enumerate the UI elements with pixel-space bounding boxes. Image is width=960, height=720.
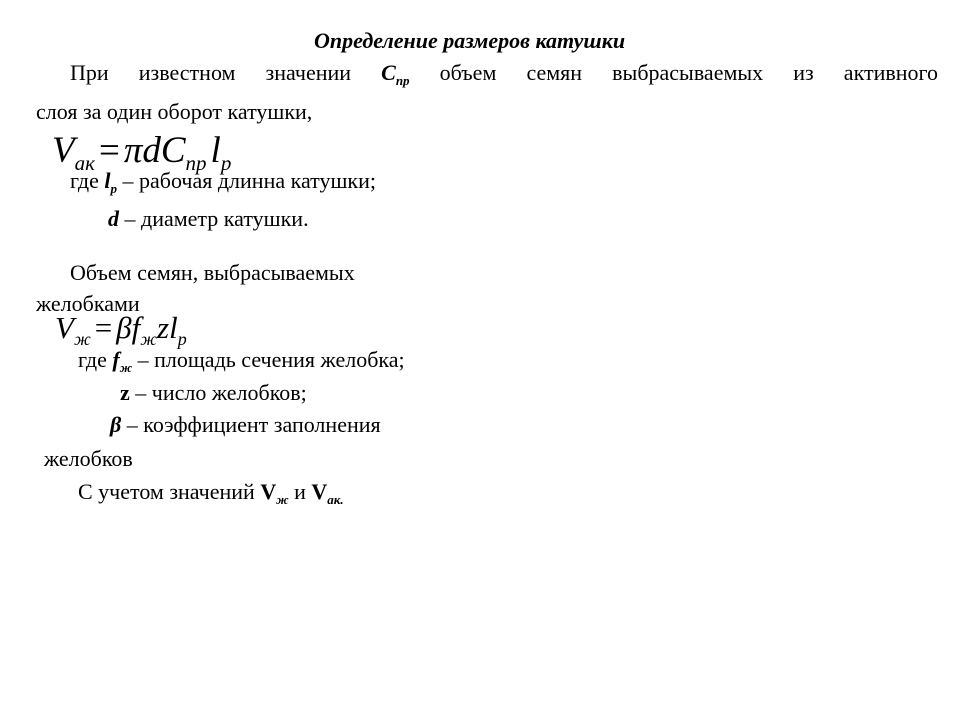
formula-groove-volume: $V_ж = \beta f_жzl_р$: [55, 310, 187, 349]
paragraph-intro-text: При известном значении: [70, 60, 352, 85]
variable-c: $C_{пр}$: [381, 60, 410, 88]
definition-groove-area: где $f_ж$ – площадь сечения желобка;: [78, 347, 405, 375]
definition-diameter: d – диаметр катушки.: [108, 206, 309, 231]
definition-fill-coefficient: β – коэффициент заполнения: [110, 412, 381, 437]
definition-fill-coefficient-line2: желобков: [44, 446, 133, 471]
page-title: Определение размеров катушки: [314, 28, 626, 53]
paragraph-conclusion: С учетом значений $V_ж$ и $V_{ак.}$: [78, 479, 344, 507]
formula-coil-volume: $V_{ак} = \pi dC_{пр}$ $l_р$: [52, 130, 232, 175]
paragraph-grooves-line2: желобками: [36, 291, 140, 316]
paragraph-grooves-line1: Объем семян, выбрасываемых: [70, 260, 355, 285]
definition-working-length: где $l_р$ – рабочая длинна катушки;: [70, 168, 376, 196]
paragraph-intro-line1: [36, 60, 938, 89]
paragraph-intro-line2: слоя за один оборот катушки,: [36, 99, 313, 124]
definition-groove-count: z – число желобков;: [120, 380, 307, 405]
paragraph-intro-rest: объем семян выбрасываемых из активного: [439, 60, 938, 85]
